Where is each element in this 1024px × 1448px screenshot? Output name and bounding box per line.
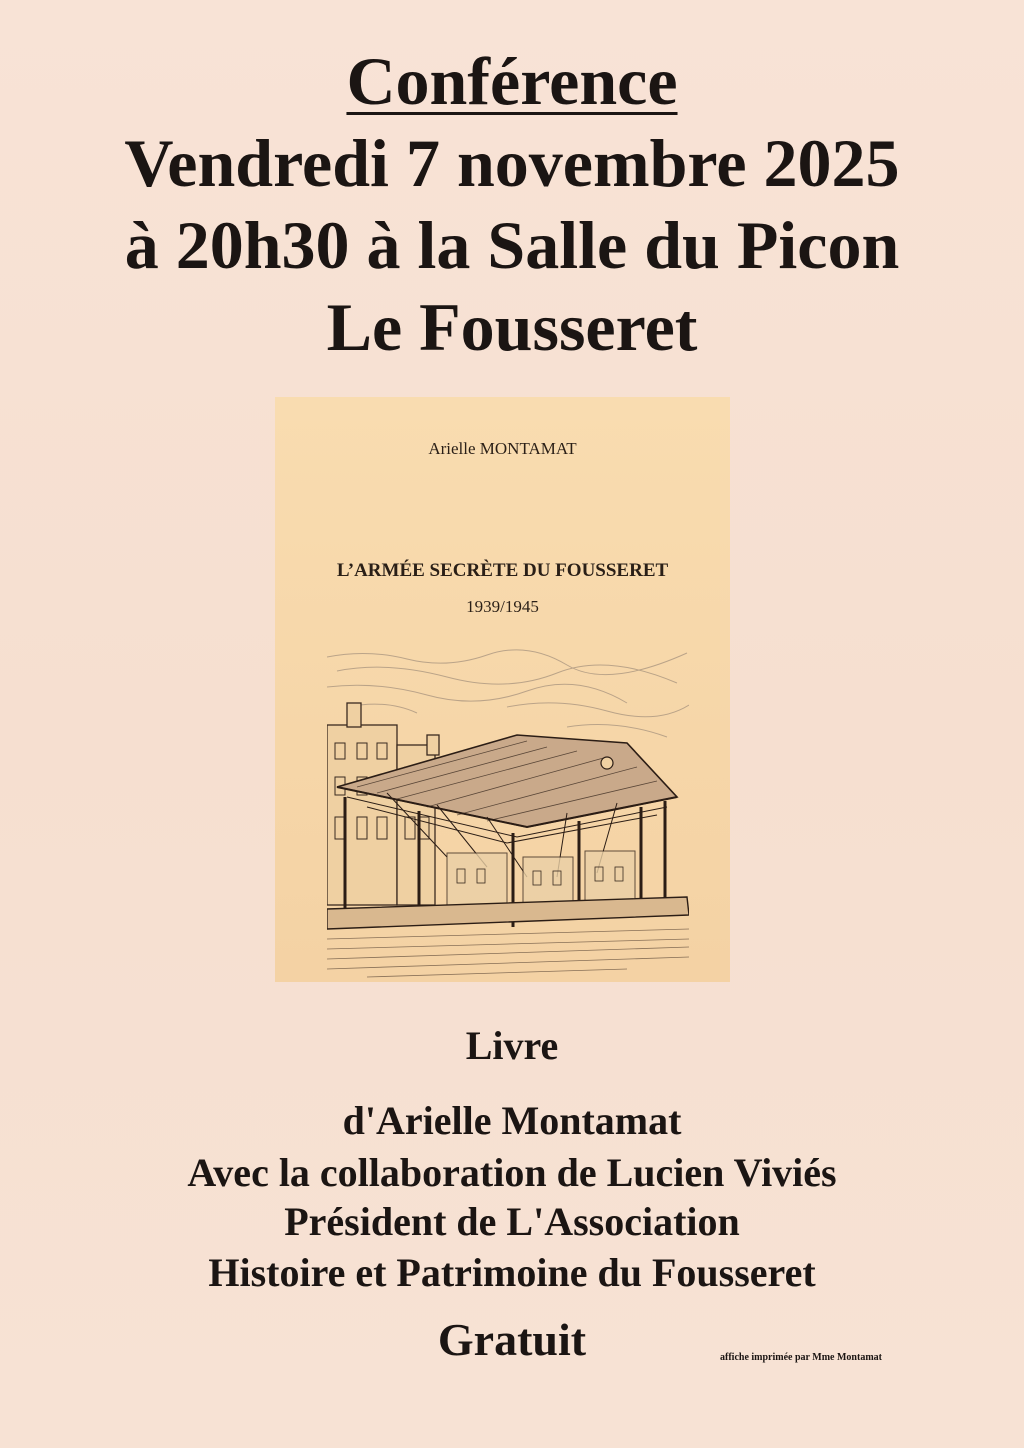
price-label: Gratuit	[437, 1314, 587, 1365]
print-credit: affiche imprimée par Mme Montamat	[720, 1352, 882, 1363]
event-date: Vendredi 7 novembre 2025	[124, 125, 900, 201]
association-line: Histoire et Patrimoine du Fousseret	[208, 1250, 816, 1295]
conference-title: Conférence	[346, 43, 678, 119]
cover-author: Arielle MONTAMAT	[428, 439, 577, 458]
book-author-line: d'Arielle Montamat	[342, 1098, 682, 1143]
president-line: Président de L'Association	[284, 1199, 740, 1244]
book-cover	[275, 397, 730, 982]
conference-heading	[0, 42, 1024, 121]
cover-title: L’ARMÉE SECRÈTE DU FOUSSERET	[336, 560, 669, 581]
book-label: Livre	[465, 1023, 559, 1068]
event-time-place: à 20h30 à la Salle du Picon	[124, 207, 900, 283]
market-hall-illustration	[327, 647, 689, 979]
cover-years: 1939/1945	[466, 597, 539, 616]
collaboration-line: Avec la collaboration de Lucien Viviés	[187, 1150, 837, 1195]
event-town: Le Fousseret	[326, 289, 698, 365]
